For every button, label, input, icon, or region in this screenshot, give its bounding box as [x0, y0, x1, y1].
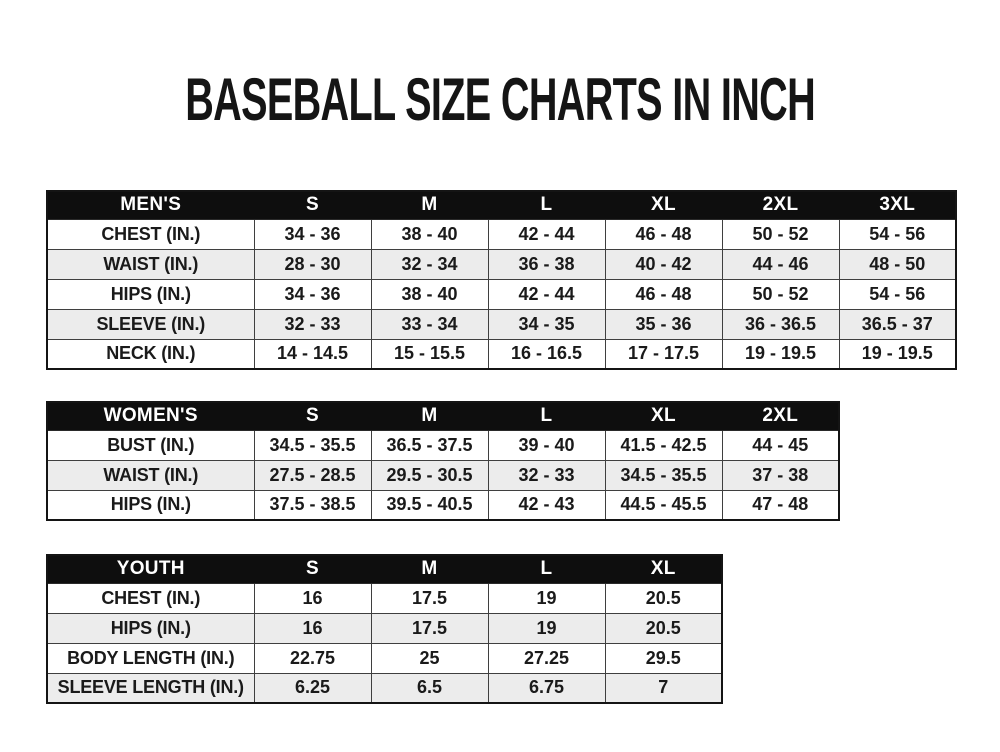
- mens-row-label-cell: NECK (IN.): [47, 339, 254, 369]
- mens-size-header-cell: 2XL: [722, 191, 839, 219]
- mens-table-row: [47, 279, 956, 309]
- youth-size-header-cell: XL: [605, 555, 722, 583]
- mens-value-cell: 32 - 34: [371, 249, 488, 279]
- mens-value-cell: 54 - 56: [839, 279, 956, 309]
- youth-value-cell: 19: [488, 613, 605, 643]
- womens-value-cell: 39 - 40: [488, 430, 605, 460]
- womens-value-cell: 34.5 - 35.5: [254, 430, 371, 460]
- mens-value-cell: 34 - 36: [254, 279, 371, 309]
- womens-group-header-cell: WOMEN'S: [47, 402, 254, 430]
- youth-value-cell: 7: [605, 673, 722, 703]
- womens-value-cell: 29.5 - 30.5: [371, 460, 488, 490]
- page-title: [0, 66, 1000, 133]
- youth-value-cell: 17.5: [371, 613, 488, 643]
- youth-value-cell: 6.25: [254, 673, 371, 703]
- mens-value-cell: 38 - 40: [371, 219, 488, 249]
- womens-table-row: [47, 460, 839, 490]
- womens-value-cell: 37.5 - 38.5: [254, 490, 371, 520]
- mens-value-cell: 40 - 42: [605, 249, 722, 279]
- mens-value-cell: 42 - 44: [488, 219, 605, 249]
- mens-value-cell: 17 - 17.5: [605, 339, 722, 369]
- mens-value-cell: 50 - 52: [722, 279, 839, 309]
- youth-value-cell: 20.5: [605, 613, 722, 643]
- womens-value-cell: 42 - 43: [488, 490, 605, 520]
- mens-value-cell: 15 - 15.5: [371, 339, 488, 369]
- womens-size-header-cell: 2XL: [722, 402, 839, 430]
- youth-table: [46, 554, 723, 704]
- mens-table: [46, 190, 957, 370]
- youth-value-cell: 22.75: [254, 643, 371, 673]
- womens-size-table: [46, 401, 840, 521]
- womens-header-row: [47, 402, 839, 430]
- youth-value-cell: 17.5: [371, 583, 488, 613]
- womens-value-cell: 44.5 - 45.5: [605, 490, 722, 520]
- youth-table-row: [47, 673, 722, 703]
- womens-size-header-cell: L: [488, 402, 605, 430]
- mens-value-cell: 50 - 52: [722, 219, 839, 249]
- mens-value-cell: 19 - 19.5: [722, 339, 839, 369]
- youth-value-cell: 19: [488, 583, 605, 613]
- mens-value-cell: 46 - 48: [605, 279, 722, 309]
- mens-value-cell: 34 - 36: [254, 219, 371, 249]
- mens-value-cell: 44 - 46: [722, 249, 839, 279]
- womens-table-row: [47, 490, 839, 520]
- womens-value-cell: 34.5 - 35.5: [605, 460, 722, 490]
- womens-size-header-cell: M: [371, 402, 488, 430]
- mens-size-header-cell: XL: [605, 191, 722, 219]
- mens-value-cell: 42 - 44: [488, 279, 605, 309]
- womens-value-cell: 47 - 48: [722, 490, 839, 520]
- youth-row-label-cell: CHEST (IN.): [47, 583, 254, 613]
- youth-table-row: [47, 583, 722, 613]
- youth-value-cell: 6.75: [488, 673, 605, 703]
- youth-row-label-cell: BODY LENGTH (IN.): [47, 643, 254, 673]
- mens-size-table: [46, 190, 957, 370]
- mens-row-label-cell: HIPS (IN.): [47, 279, 254, 309]
- mens-table-row: [47, 219, 956, 249]
- mens-group-header-cell: MEN'S: [47, 191, 254, 219]
- mens-size-header-cell: 3XL: [839, 191, 956, 219]
- womens-row-label-cell: HIPS (IN.): [47, 490, 254, 520]
- youth-value-cell: 27.25: [488, 643, 605, 673]
- youth-size-header-cell: L: [488, 555, 605, 583]
- youth-size-table: [46, 554, 723, 704]
- womens-value-cell: 44 - 45: [722, 430, 839, 460]
- womens-value-cell: 36.5 - 37.5: [371, 430, 488, 460]
- mens-value-cell: 34 - 35: [488, 309, 605, 339]
- mens-value-cell: 36.5 - 37: [839, 309, 956, 339]
- mens-value-cell: 38 - 40: [371, 279, 488, 309]
- womens-table-row: [47, 430, 839, 460]
- mens-row-label-cell: CHEST (IN.): [47, 219, 254, 249]
- mens-value-cell: 54 - 56: [839, 219, 956, 249]
- youth-header-row: [47, 555, 722, 583]
- mens-value-cell: 48 - 50: [839, 249, 956, 279]
- mens-size-header-cell: S: [254, 191, 371, 219]
- youth-table-row: [47, 643, 722, 673]
- womens-size-header-cell: S: [254, 402, 371, 430]
- youth-value-cell: 25: [371, 643, 488, 673]
- womens-row-label-cell: WAIST (IN.): [47, 460, 254, 490]
- mens-value-cell: 16 - 16.5: [488, 339, 605, 369]
- youth-value-cell: 20.5: [605, 583, 722, 613]
- mens-table-row: [47, 309, 956, 339]
- womens-size-header-cell: XL: [605, 402, 722, 430]
- womens-value-cell: 32 - 33: [488, 460, 605, 490]
- mens-size-header-cell: M: [371, 191, 488, 219]
- mens-value-cell: 33 - 34: [371, 309, 488, 339]
- mens-value-cell: 46 - 48: [605, 219, 722, 249]
- mens-row-label-cell: SLEEVE (IN.): [47, 309, 254, 339]
- womens-table: [46, 401, 840, 521]
- youth-value-cell: 16: [254, 613, 371, 643]
- youth-value-cell: 6.5: [371, 673, 488, 703]
- mens-value-cell: 35 - 36: [605, 309, 722, 339]
- youth-value-cell: 16: [254, 583, 371, 613]
- youth-value-cell: 29.5: [605, 643, 722, 673]
- womens-row-label-cell: BUST (IN.): [47, 430, 254, 460]
- mens-table-row: [47, 339, 956, 369]
- youth-group-header-cell: YOUTH: [47, 555, 254, 583]
- mens-table-row: [47, 249, 956, 279]
- mens-value-cell: 19 - 19.5: [839, 339, 956, 369]
- mens-row-label-cell: WAIST (IN.): [47, 249, 254, 279]
- youth-size-header-cell: S: [254, 555, 371, 583]
- page-title-text: BASEBALL SIZE CHARTS IN INCH: [185, 66, 815, 133]
- womens-value-cell: 37 - 38: [722, 460, 839, 490]
- mens-value-cell: 28 - 30: [254, 249, 371, 279]
- womens-value-cell: 41.5 - 42.5: [605, 430, 722, 460]
- youth-size-header-cell: M: [371, 555, 488, 583]
- mens-value-cell: 36 - 38: [488, 249, 605, 279]
- mens-value-cell: 36 - 36.5: [722, 309, 839, 339]
- youth-table-row: [47, 613, 722, 643]
- womens-value-cell: 27.5 - 28.5: [254, 460, 371, 490]
- mens-header-row: [47, 191, 956, 219]
- mens-value-cell: 32 - 33: [254, 309, 371, 339]
- youth-row-label-cell: SLEEVE LENGTH (IN.): [47, 673, 254, 703]
- mens-value-cell: 14 - 14.5: [254, 339, 371, 369]
- mens-size-header-cell: L: [488, 191, 605, 219]
- youth-row-label-cell: HIPS (IN.): [47, 613, 254, 643]
- womens-value-cell: 39.5 - 40.5: [371, 490, 488, 520]
